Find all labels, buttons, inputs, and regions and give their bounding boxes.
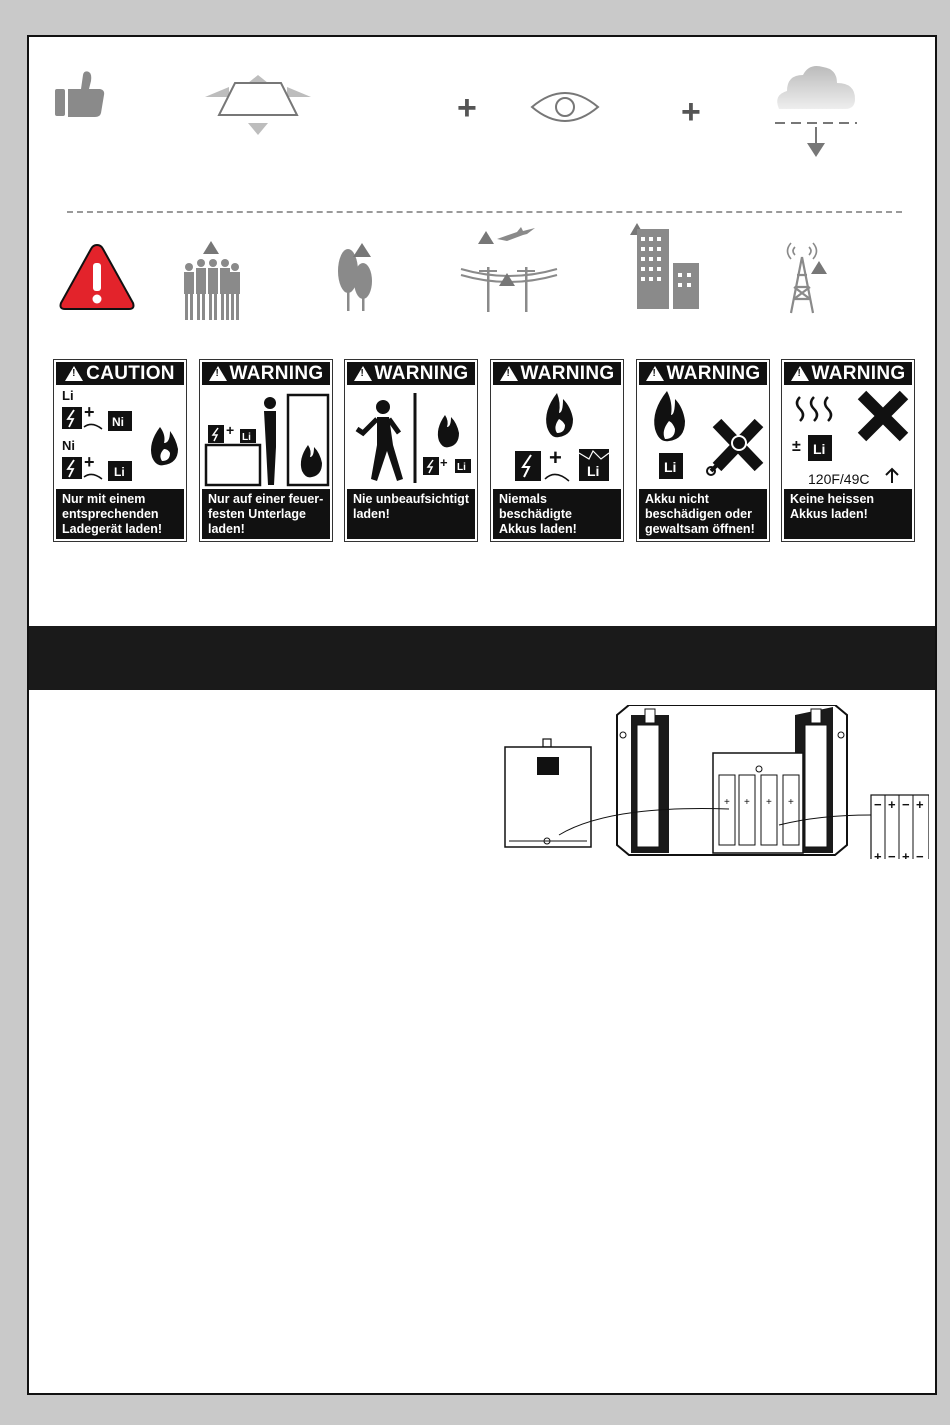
footer-line: Akku nicht	[645, 492, 709, 506]
unattended-charging-illustration	[347, 387, 477, 491]
footer-line: Akkus laden!	[790, 507, 868, 521]
card-footer	[347, 489, 475, 539]
warning-card-unattended	[344, 359, 478, 542]
footer-line: Nie unbeaufsichtigt	[353, 492, 469, 506]
crowd-warning-icon	[179, 241, 243, 323]
warning-card-fireproof-surface	[199, 359, 333, 542]
label-li: Li	[114, 465, 125, 479]
label-li: Li	[664, 459, 677, 475]
device-body	[617, 705, 847, 855]
svg-text:+: +	[724, 797, 730, 808]
warning-triangle-icon	[354, 366, 372, 381]
svg-text:+: +	[84, 452, 95, 472]
footer-line: Niemals	[499, 492, 547, 506]
warning-triangle-icon	[65, 366, 83, 381]
horizontal-surface-icon	[203, 75, 313, 137]
label-li: Li	[457, 462, 466, 473]
warning-triangle-icon	[209, 366, 227, 381]
svg-text:+: +	[744, 797, 750, 808]
thumbs-up-icon	[53, 69, 108, 121]
svg-text:−: −	[902, 797, 910, 812]
svg-text:+: +	[874, 849, 882, 859]
plus-icon: +	[681, 93, 701, 131]
damaged-battery-illustration	[493, 387, 623, 491]
warning-card-damaged	[490, 359, 624, 542]
eye-icon	[529, 87, 601, 127]
svg-text:+: +	[766, 797, 772, 808]
card-header: ! WARNING	[493, 362, 621, 385]
card-footer	[784, 489, 912, 539]
trees-warning-icon	[335, 243, 377, 315]
label-li: Li	[242, 432, 251, 443]
section-divider	[67, 211, 902, 213]
warning-triangle-icon	[500, 366, 518, 381]
cloud-dry-icon	[771, 59, 861, 161]
radio-tower-warning-icon	[781, 237, 833, 315]
svg-text:+: +	[549, 445, 562, 470]
label-ni: Ni	[112, 415, 124, 429]
svg-text:+: +	[902, 849, 910, 859]
label-li: Li	[587, 463, 600, 479]
card-header: ! WARNING	[347, 362, 475, 385]
warning-triangle-icon	[646, 366, 664, 381]
label-ni: Ni	[62, 438, 75, 453]
battery-installation-diagram	[499, 705, 929, 859]
card-header: ! WARNING	[639, 362, 767, 385]
plus-icon: +	[457, 89, 477, 127]
label-li: Li	[62, 388, 74, 403]
svg-text:+: +	[84, 402, 95, 422]
battery-cover	[505, 739, 591, 847]
section-header-band	[29, 626, 935, 690]
warning-card-do-not-open	[636, 359, 770, 542]
card-header: ! WARNING	[784, 362, 912, 385]
svg-text:+: +	[788, 797, 794, 808]
footer-line: Nur auf einer feuer-	[208, 492, 324, 506]
svg-text:−: −	[874, 797, 882, 812]
footer-line: laden!	[208, 522, 245, 536]
aa-batteries	[871, 795, 929, 859]
footer-line: beschädigen oder	[645, 507, 752, 521]
footer-line: Akkus laden!	[499, 522, 577, 536]
svg-text:+: +	[226, 422, 235, 438]
svg-text:±: ±	[792, 438, 801, 455]
warning-triangle-icon	[791, 366, 809, 381]
fireproof-surface-illustration	[202, 387, 332, 491]
warning-triangle-icon	[57, 241, 137, 313]
buildings-warning-icon	[629, 223, 703, 313]
card-header: ! CAUTION	[56, 362, 184, 385]
footer-line: gewaltsam öffnen!	[645, 522, 755, 536]
footer-line: Nur mit einem	[62, 492, 146, 506]
svg-text:+: +	[440, 455, 448, 470]
card-footer	[493, 489, 621, 539]
svg-text:+: +	[916, 797, 924, 812]
card-header: ! WARNING	[202, 362, 330, 385]
card-footer	[639, 489, 767, 539]
label-li: Li	[813, 441, 826, 457]
temperature-limit: 120F/49C	[808, 471, 870, 487]
footer-line: beschädigte	[499, 507, 572, 521]
footer-line: Ladegerät laden!	[62, 522, 163, 536]
footer-line: entsprechenden	[62, 507, 159, 521]
svg-text:+: +	[888, 797, 896, 812]
charger-mismatch-illustration	[56, 387, 186, 491]
svg-text:−: −	[888, 849, 896, 859]
warning-card-hot-battery	[781, 359, 915, 542]
footer-line: festen Unterlage	[208, 507, 306, 521]
do-not-open-illustration	[639, 387, 769, 491]
card-footer	[202, 489, 330, 539]
card-footer	[56, 489, 184, 539]
hot-battery-illustration	[784, 387, 914, 491]
warning-card-charger	[53, 359, 187, 542]
footer-line: Keine heissen	[790, 492, 875, 506]
manual-page	[27, 35, 937, 1395]
footer-line: laden!	[353, 507, 390, 521]
power-lines-airplane-icon	[459, 225, 559, 315]
svg-text:−: −	[916, 849, 924, 859]
